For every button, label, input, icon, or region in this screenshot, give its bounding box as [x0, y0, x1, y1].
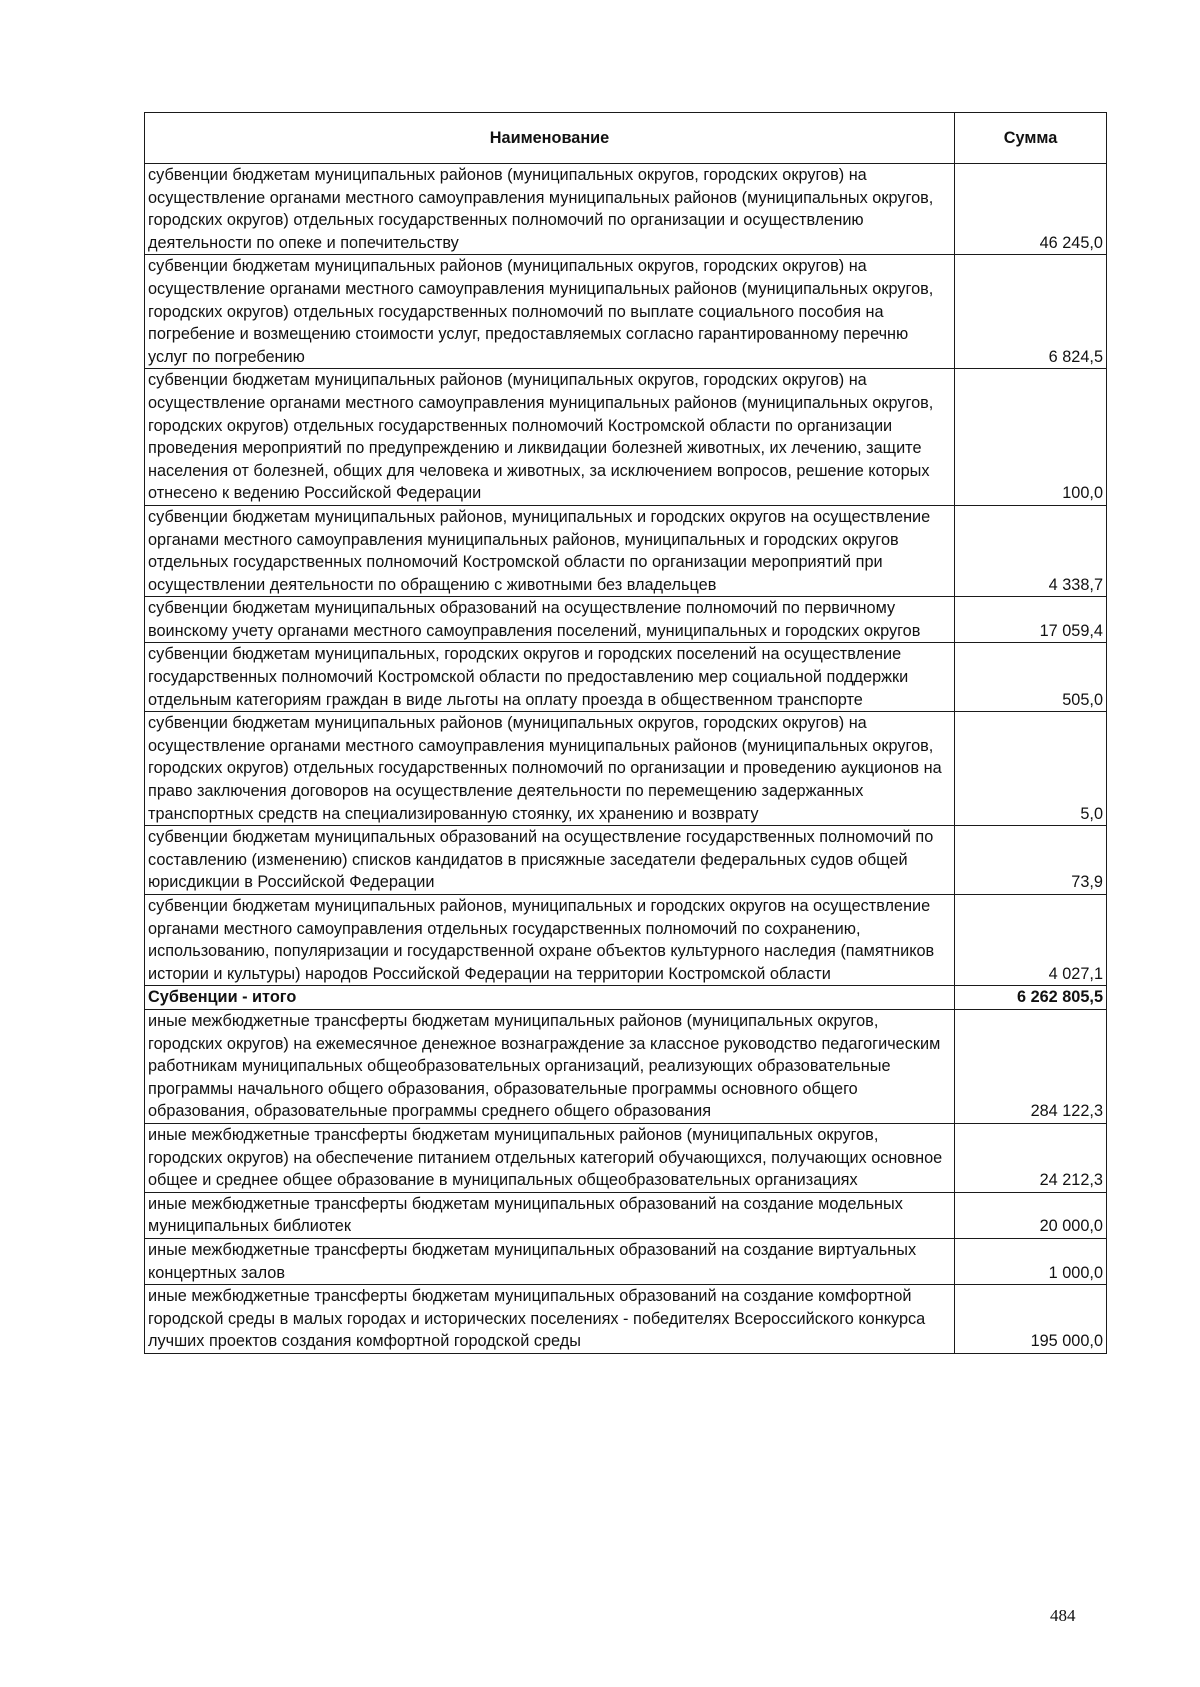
row-name: субвенции бюджетам муниципальных районов (муниципальных округов, городских округов) на осуществление органами местного самоуправления муниципальных районов (муниципальных округов, городских округов) отдельных государственных полномочий по выплате социального пособия на погребение и возмещению стоимости услуг, предоставляемых согласно гарантированному перечню услуг по погребению [145, 255, 955, 369]
table-row [145, 826, 1107, 895]
row-name: иные межбюджетные трансферты бюджетам муниципальных образований на создание модельных муниципальных библиотек [145, 1192, 955, 1238]
table-row [145, 1192, 1107, 1238]
table-row [145, 505, 1107, 596]
budget-table [144, 112, 1107, 1354]
row-sum: 195 000,0 [955, 1285, 1107, 1354]
row-name: иные межбюджетные трансферты бюджетам муниципальных районов (муниципальных округов, городских округов) на ежемесячное денежное вознаграждение за классное руководство педагогическим работникам муниципальных общеобразовательных организаций, реализующих образовательные программы начального общего образования, образовательные программы основного общего образования, образовательные программы среднего общего образования [145, 1009, 955, 1123]
table-row [145, 369, 1107, 506]
row-name: субвенции бюджетам муниципальных образований на осуществление государственных полномочий по составлению (изменению) списков кандидатов в присяжные заседатели федеральных судов общей юрисдикции в Российской Федерации [145, 826, 955, 895]
row-name: иные межбюджетные трансферты бюджетам муниципальных образований на создание виртуальных концертных залов [145, 1238, 955, 1284]
row-sum: 1 000,0 [955, 1238, 1107, 1284]
row-sum: 6 824,5 [955, 255, 1107, 369]
table-header-row [145, 113, 1107, 164]
table-row [145, 1238, 1107, 1284]
row-sum: 4 338,7 [955, 505, 1107, 596]
row-sum: 73,9 [955, 826, 1107, 895]
row-sum: 4 027,1 [955, 895, 1107, 986]
table-body [145, 164, 1107, 1354]
row-name: иные межбюджетные трансферты бюджетам муниципальных районов (муниципальных округов, городских округов) на обеспечение питанием отдельных категорий обучающихся, получающих основное общее и среднее общее образование в муниципальных общеобразовательных организациях [145, 1123, 955, 1192]
row-sum: 24 212,3 [955, 1123, 1107, 1192]
header-sum: Сумма [955, 113, 1107, 164]
row-name: субвенции бюджетам муниципальных районов, муниципальных и городских округов на осуществление органами местного самоуправления муниципальных районов, муниципальных и городских округов отдельных государственных полномочий Костромской области по организации мероприятий при осуществлении деятельности по обращению с животными без владельцев [145, 505, 955, 596]
row-sum: 17 059,4 [955, 597, 1107, 643]
table-row [145, 164, 1107, 255]
row-sum: 6 262 805,5 [955, 986, 1107, 1010]
table-row [145, 597, 1107, 643]
row-sum: 20 000,0 [955, 1192, 1107, 1238]
table-row [145, 1285, 1107, 1354]
row-sum: 284 122,3 [955, 1009, 1107, 1123]
page-number: 484 [1050, 1606, 1076, 1625]
row-sum: 100,0 [955, 369, 1107, 506]
row-name: Субвенции - итого [145, 986, 955, 1010]
row-name: субвенции бюджетам муниципальных районов, муниципальных и городских округов на осуществление органами местного самоуправления отдельных государственных полномочий по сохранению, использованию, популяризации и государственной охране объектов культурного наследия (памятников истории и культуры) народов Российской Федерации на территории Костромской области [145, 895, 955, 986]
table-row [145, 712, 1107, 826]
row-name: субвенции бюджетам муниципальных районов (муниципальных округов, городских округов) на осуществление органами местного самоуправления муниципальных районов (муниципальных округов, городских округов) отдельных государственных полномочий по организации и осуществлению деятельности по опеке и попечительству [145, 164, 955, 255]
table-row [145, 255, 1107, 369]
table-row [145, 643, 1107, 712]
row-name: иные межбюджетные трансферты бюджетам муниципальных образований на создание комфортной городской среды в малых городах и исторических поселениях - победителях Всероссийского конкурса лучших проектов создания комфортной городской среды [145, 1285, 955, 1354]
header-name: Наименование [145, 113, 955, 164]
row-name: субвенции бюджетам муниципальных районов (муниципальных округов, городских округов) на осуществление органами местного самоуправления муниципальных районов (муниципальных округов, городских округов) отдельных государственных полномочий по организации и проведению аукционов на право заключения договоров на осуществление деятельности по перемещению задержанных транспортных средств на специализированную стоянку, их хранению и возврату [145, 712, 955, 826]
row-name: субвенции бюджетам муниципальных, городских округов и городских поселений на осуществление государственных полномочий Костромской области по предоставлению мер социальной поддержки отдельным категориям граждан в виде льготы на оплату проезда в общественном транспорте [145, 643, 955, 712]
table-row [145, 1123, 1107, 1192]
table-row [145, 895, 1107, 986]
row-name: субвенции бюджетам муниципальных образований на осуществление полномочий по первичному воинскому учету органами местного самоуправления поселений, муниципальных и городских округов [145, 597, 955, 643]
row-sum: 505,0 [955, 643, 1107, 712]
total-row [145, 986, 1107, 1010]
row-sum: 5,0 [955, 712, 1107, 826]
row-sum: 46 245,0 [955, 164, 1107, 255]
row-name: субвенции бюджетам муниципальных районов (муниципальных округов, городских округов) на осуществление органами местного самоуправления муниципальных районов (муниципальных округов, городских округов) отдельных государственных полномочий Костромской области по организации проведения мероприятий по предупреждению и ликвидации болезней животных, их лечению, защите населения от болезней, общих для человека и животных, за исключением вопросов, решение которых отнесено к ведению Российской Федерации [145, 369, 955, 506]
table-row [145, 1009, 1107, 1123]
